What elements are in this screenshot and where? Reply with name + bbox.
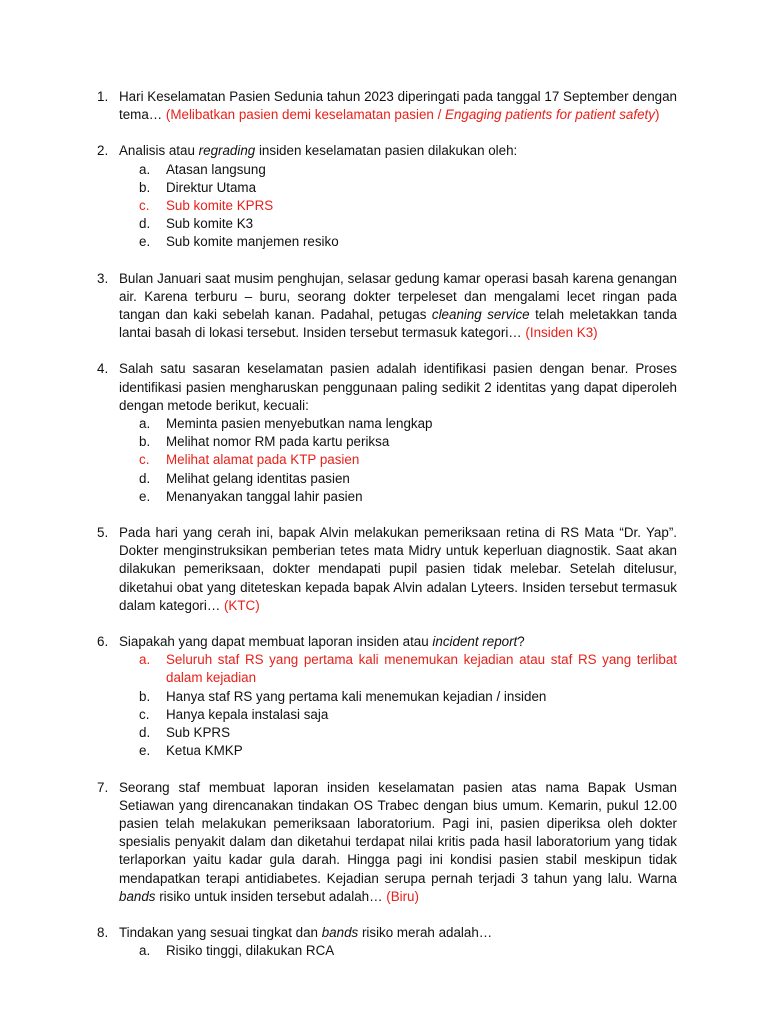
question-body [119,88,677,124]
question-body [119,524,677,615]
question-list [97,88,677,978]
question-item [97,88,677,124]
question-text-segment: Pada hari yang cerah ini, bapak Alvin melakukan pemeriksaan retina di RS Mata “Dr. Yap”. Dokter menginstruksikan pemberian tetes mata Midry untuk keperluan diagnostik. Saat akan dilakukan pemeriksaan, dokter mendapati pupil pasien tidak melebar. Setelah ditelusur, diketahui obat yang diteteskan kepada bapak Alvin adalan Lyteers. Insiden tersebut termasuk dalam kategori… [119,525,677,613]
italic-term: bands [321,924,359,940]
option-text: Melihat alamat pada KTP pasien [166,452,360,468]
question-text [119,270,677,343]
option-text: Melihat nomor RM pada kartu periksa [166,434,390,450]
question-item [97,633,677,760]
option-text: Hanya staf RS yang pertama kali menemukan kejadian / insiden [166,688,547,704]
question-number: 1. [97,89,109,104]
option-text: Sub komite KPRS [166,198,274,214]
question-body [119,360,677,506]
option-text: Sub komite manjemen resiko [166,234,339,250]
option-list [139,161,677,252]
option-text: Sub KPRS [166,725,231,741]
question-text-segment: risiko untuk insiden tersebut adalah… [155,888,387,904]
option-item [139,233,677,251]
option-text: Risiko tinggi, dilakukan RCA [166,943,335,959]
option-text: Direktur Utama [166,179,257,195]
answer-key-text: (Melibatkan pasien demi keselamatan pasien / [165,107,446,123]
option-text: Sub komite K3 [166,216,254,232]
option-letter: c. [139,452,150,468]
option-item [139,161,677,179]
option-letter: a. [139,943,151,959]
answer-key-text: (Insiden K3) [525,325,598,341]
answer-key-text: ) [654,107,660,123]
option-text: Meminta pasien menyebutkan nama lengkap [166,416,433,432]
option-list [139,415,677,506]
option-item [139,742,677,760]
option-item [139,415,677,433]
option-letter: a. [139,652,151,668]
option-letter: d. [139,725,151,741]
option-letter: e. [139,234,151,250]
question-item [97,924,677,960]
question-number: 3. [97,270,109,286]
option-text: Melihat gelang identitas pasien [166,470,350,486]
question-text-segment: Tindakan yang sesuai tingkat dan [119,924,322,940]
question-text-segment: telah meletakkan tanda lantai basah di lokasi tersebut. Insiden tersebut termasuk kategori… [119,307,677,341]
option-item [139,179,677,197]
question-number: 7. [97,779,109,795]
question-text-segment: Bulan Januari saat musim penghujan, selasar gedung kamar operasi basah karena genangan air. Karena terburu – buru, seorang dokter terpeleset dan mengalami lecet ringan pada tangan dan kaki sebelah kanan. Padahal, petugas [119,270,677,323]
question-item [97,524,677,615]
italic-term: incident report [432,634,518,650]
option-text: Hanya kepala instalasi saja [166,706,329,722]
option-item [139,215,677,233]
option-correct [139,451,677,469]
option-list [139,651,677,760]
answer-key-text: Engaging patients for patient safety [445,107,655,123]
option-item [139,688,677,706]
option-letter: d. [139,470,151,486]
question-body [119,270,677,343]
question-item [97,142,677,251]
option-letter: d. [139,216,151,232]
question-body [119,924,677,960]
question-item [97,270,677,343]
question-number: 4. [97,361,109,377]
option-item [139,433,677,451]
question-text [119,142,677,160]
question-number: 8. [97,924,109,940]
option-text: Menanyakan tanggal lahir pasien [166,488,363,504]
option-item [139,942,677,960]
option-text: Atasan langsung [166,161,266,177]
italic-term: cleaning service [431,307,530,323]
answer-key-text: (KTC) [223,597,260,613]
question-text-segment: insiden keselamatan pasien dilakukan oleh: [255,143,518,159]
question-body [119,633,677,760]
question-text [119,88,677,124]
question-body [119,142,677,251]
option-letter: b. [139,434,151,450]
option-text: Ketua KMKP [166,743,243,759]
option-text: Seluruh staf RS yang pertama kali menemukan kejadian atau staf RS yang terlibat dalam kejadian [166,652,677,686]
question-number: 6. [97,634,109,650]
question-text [119,360,677,415]
italic-term: bands [119,888,156,904]
option-letter: c. [139,706,150,722]
answer-key-text: (Biru) [386,888,419,904]
question-number: 2. [97,143,109,159]
question-number: 5. [97,525,109,541]
question-body [119,779,677,906]
question-text [119,633,677,651]
option-letter: e. [139,743,151,759]
option-item [139,470,677,488]
question-text-segment: Seorang staf membuat laporan insiden keselamatan pasien atas nama Bapak Usman Setiawan yang direncanakan tindakan OS Trabec dengan bius umum. Kemarin, pukul 12.00 pasien telah melakukan pemeriksaan laboratorium. Pagi ini, pasien diperiksa oleh dokter spesialis penyakit dalam dan diketahui terdapat nilai kritis pada hasil laboratorium yang tidak terlaporkan yaitu kadar gula darah. Hingga pagi ini kondisi pasien stabil meskipun tidak mendapatkan terapi antidiabetes. Kejadian serupa pernah terjadi 3 tahun yang lalu. Warna [119,779,677,886]
question-text [119,779,677,906]
question-text-segment: Salah satu sasaran keselamatan pasien adalah identifikasi pasien dengan benar. Proses identifikasi pasien mengharuskan penggunaan paling sedikit 2 identitas yang dapat diperoleh dengan metode berikut, kecuali: [119,361,677,413]
option-letter: a. [139,161,151,177]
option-item [139,706,677,724]
option-letter: a. [139,416,151,432]
question-item [97,779,677,906]
option-letter: b. [139,688,151,704]
question-text-segment: ? [517,634,525,650]
question-text [119,524,677,615]
question-text-segment: Analisis atau [119,143,199,159]
option-correct [139,197,677,215]
question-text [119,924,677,942]
question-text-segment: Siapakah yang dapat membuat laporan insiden atau [119,634,433,650]
option-correct [139,651,677,687]
italic-term: regrading [198,143,256,159]
option-letter: c. [139,198,150,214]
question-text-segment: Hari Keselamatan Pasien Sedunia tahun 2023 diperingati pada tanggal 17 September dengan tema… [119,89,677,123]
question-text-segment: risiko merah adalah… [358,924,493,940]
option-item [139,488,677,506]
option-letter: e. [139,488,151,504]
option-letter: b. [139,179,151,195]
question-item [97,360,677,506]
option-list [139,942,677,960]
option-item [139,724,677,742]
